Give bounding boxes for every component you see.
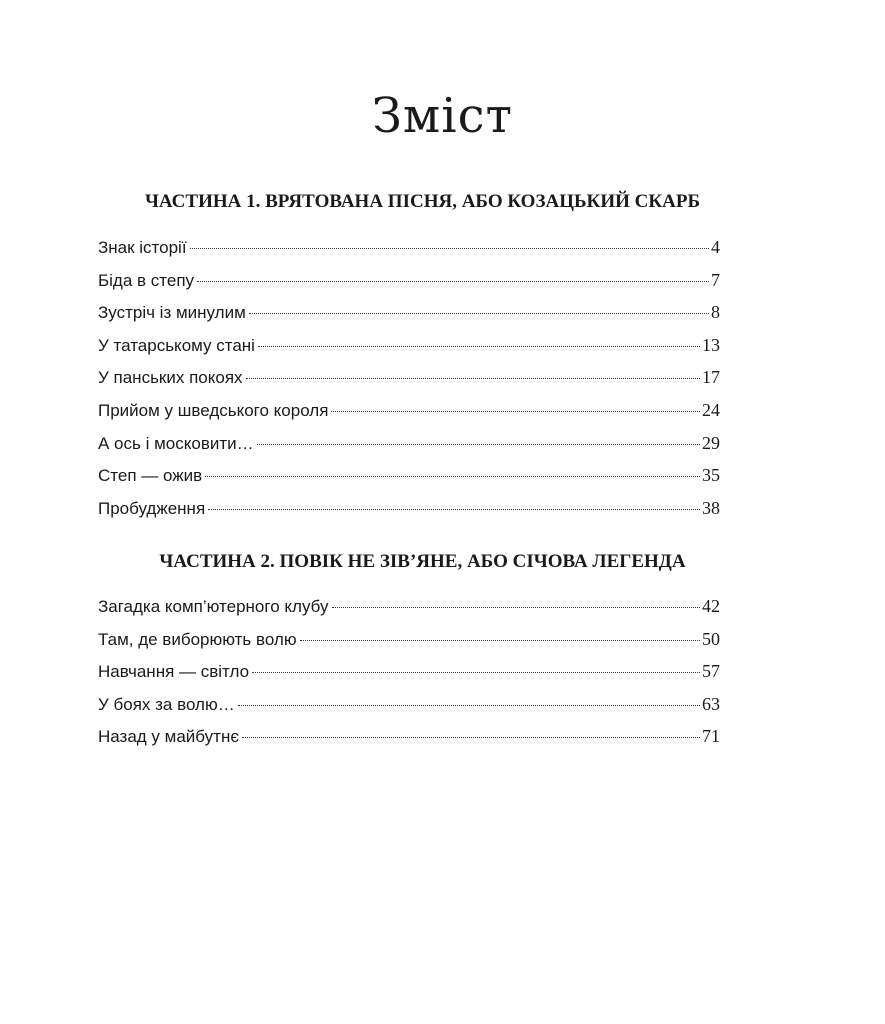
toc-entry-page: 42 <box>702 596 720 616</box>
toc-entry[interactable] <box>98 496 720 529</box>
dot-leader <box>197 281 709 282</box>
dot-leader <box>190 248 709 249</box>
toc-entry-page: 17 <box>702 367 720 388</box>
dot-leader <box>258 346 700 347</box>
dot-leader <box>242 737 700 738</box>
toc-entry[interactable] <box>98 594 720 627</box>
toc-entry[interactable] <box>98 463 720 496</box>
toc-entry-title: Біда в степу <box>98 270 195 290</box>
dot-leader <box>205 476 700 477</box>
toc-entry-title: Знак історії <box>98 238 187 257</box>
toc-entry[interactable] <box>98 692 720 725</box>
toc-entry[interactable] <box>98 300 720 333</box>
part-2-toc-list <box>98 594 720 757</box>
toc-entry-title: А ось і московити… <box>98 433 254 453</box>
toc-entry-title: Прийом у шведського короля <box>98 400 329 420</box>
dot-leader <box>332 607 701 608</box>
toc-entry-page: 29 <box>702 432 720 453</box>
toc-entry[interactable] <box>98 235 720 268</box>
part-1-toc-list <box>98 235 720 528</box>
toc-entry[interactable] <box>98 365 720 398</box>
toc-entry-page: 71 <box>702 726 720 747</box>
toc-entry[interactable] <box>98 431 720 464</box>
toc-entry-page: 13 <box>702 334 720 355</box>
toc-entry-page: 63 <box>702 693 720 714</box>
toc-entry-title: Назад у майбутнє <box>98 727 240 747</box>
toc-entry-page: 8 <box>711 302 720 323</box>
toc-entry-title: Зустріч із минулим <box>98 303 246 323</box>
toc-entry-page: 35 <box>702 465 720 486</box>
toc-entry-title: Пробудження <box>98 498 206 518</box>
page-title: Зміст <box>371 88 514 144</box>
dot-leader <box>249 313 709 314</box>
toc-entry-title: Загадка комп’ютерного клубу <box>98 597 329 616</box>
toc-entry-page: 7 <box>711 269 720 290</box>
toc-entry-page: 50 <box>702 628 720 649</box>
toc-entry[interactable] <box>98 627 720 660</box>
toc-entry[interactable] <box>98 268 720 301</box>
dot-leader <box>246 378 700 379</box>
part-2-heading: ЧАСТИНА 2. ПОВІК НЕ ЗІВ’ЯНЕ, АБО СІЧОВА ЛЕГЕНДА <box>159 551 686 572</box>
toc-entry[interactable] <box>98 398 720 431</box>
toc-entry-title: У татарському стані <box>98 335 255 355</box>
dot-leader <box>208 509 700 510</box>
toc-entry[interactable] <box>98 333 720 366</box>
dot-leader <box>238 705 700 706</box>
toc-entry[interactable] <box>98 724 720 757</box>
toc-entry-page: 4 <box>711 237 720 257</box>
toc-entry-page: 24 <box>702 399 720 420</box>
toc-entry-title: У боях за волю… <box>98 694 235 714</box>
toc-entry-title: У панських покоях <box>98 368 243 388</box>
toc-entry-page: 57 <box>702 661 720 682</box>
dot-leader <box>300 640 700 641</box>
dot-leader <box>257 444 700 445</box>
toc-entry-page: 38 <box>702 497 720 518</box>
toc-entry-title: Там, де виборюють волю <box>98 629 297 649</box>
dot-leader <box>252 672 700 673</box>
toc-entry[interactable] <box>98 659 720 692</box>
part-1-heading: ЧАСТИНА 1. ВРЯТОВАНА ПІСНЯ, АБО КОЗАЦЬКИЙ СКАРБ <box>144 191 701 212</box>
toc-entry-title: Степ — ожив <box>98 466 203 486</box>
dot-leader <box>331 411 700 412</box>
toc-entry-title: Навчання — світло <box>98 662 250 682</box>
